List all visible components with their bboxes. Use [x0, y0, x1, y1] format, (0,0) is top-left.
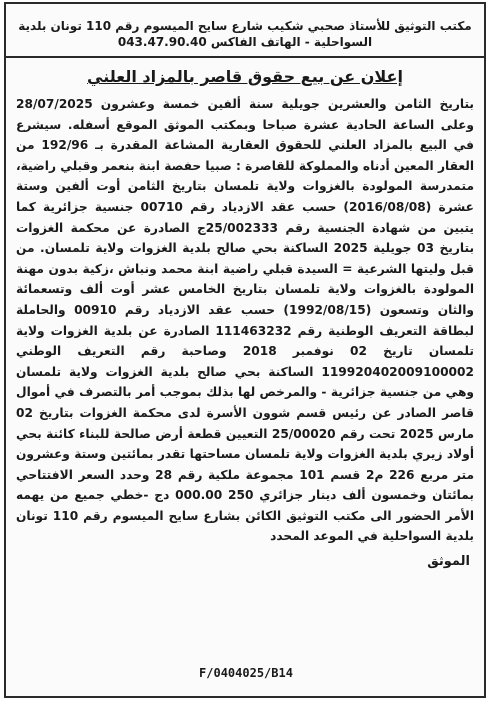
- notice-title: إعلان عن بيع حقوق قاصر بالمزاد العلني: [87, 67, 403, 86]
- office-header: مكتب التوثيق للأستاذ صحبي شكيب شارع سايح الميسوم رقم 110 تونان بلدية السواحلية - الهاتف الفاكس 043.47.90.40: [18, 19, 472, 49]
- signer-label: الموثق: [427, 554, 470, 570]
- legal-notice: [4, 2, 486, 698]
- reference-code: F/0404025/B14: [199, 666, 293, 680]
- notice-body: بتاريخ الثامن والعشرين جويلية سنة ألفين خمسة وعشرون 28/07/2025 وعلى الساعة الحادية عشرة صباحا وبمكتب الموثق الموقع أسفله. سيشرع في البيع بالمزاد العلني للحقوق العقارية المشاعة المقدرة بـ 192/96 من العقار المعين أدناه والمملوكة للقاصرة : صبيا حفصة ابنة بنعمر وقبلي راضية، متمدرسة المولودة بالغزوات ولاية تلمسان بتاريخ الثامن أوت ألفين وستة عشرة (2016/08/08) حسب عقد الازدياد رقم 00710 جنسية جزائرية كما يتبين من شهادة الجنسية رقم 25/002333ج الصادرة عن محكمة الغزوات بتاريخ 03 جويلية 2025 الساكنة بحي صالح بلدية الغزوات ولاية تلمسان. من قبل وليتها الشرعية = السيدة قبلي راضية ابنة محمد ونباش ،زكية بدون مهنة المولودة بالغزوات ولاية تلمسان بتاريخ الخامس عشر أوت ألف وتسعمائة والثان وتسعون (1992/08/15) حسب عقد الازدياد رقم 00910 والحاملة لبطاقة التعريف الوطنية رقم 111463232 الصادرة عن بلدية الغزوات ولاية تلمسان تاريخ 02 نوفمبر 2018 وصاحبة رقم التعريف الوطني 119920402009100002 الساكنة بحي صالح بلدية الغزوات ولاية تلمسان وهي من جنسية جزائرية - والمرخص لها بذلك بموجب أمر بالتصرف في أموال قاصر الصادر عن رئيس قسم شوون الأسرة لدى محكمة الغزوات بتاريخ 02 مارس 2025 تحت رقم 25/00020 التعيين قطعة أرض صالحة للبناء كائنة بحي أولاد زيري بلدية الغزوات ولاية تلمسان مساحتها تقدر بمائتين وستة وعشرون متر مربع 226 م2 قسم 101 مجموعة ملكية رقم 28 وحدد السعر الافتتاحي بمائتان وخمسون ألف دينار جزائري 250 000.00 دج -خطي جميع من يهمه الأمر الحضور الى مكتب التوثيق الكائن بشارع سايح الميسوم رقم 110 تونان بلدية السواحلية في الموعد المحدد: [16, 97, 475, 544]
